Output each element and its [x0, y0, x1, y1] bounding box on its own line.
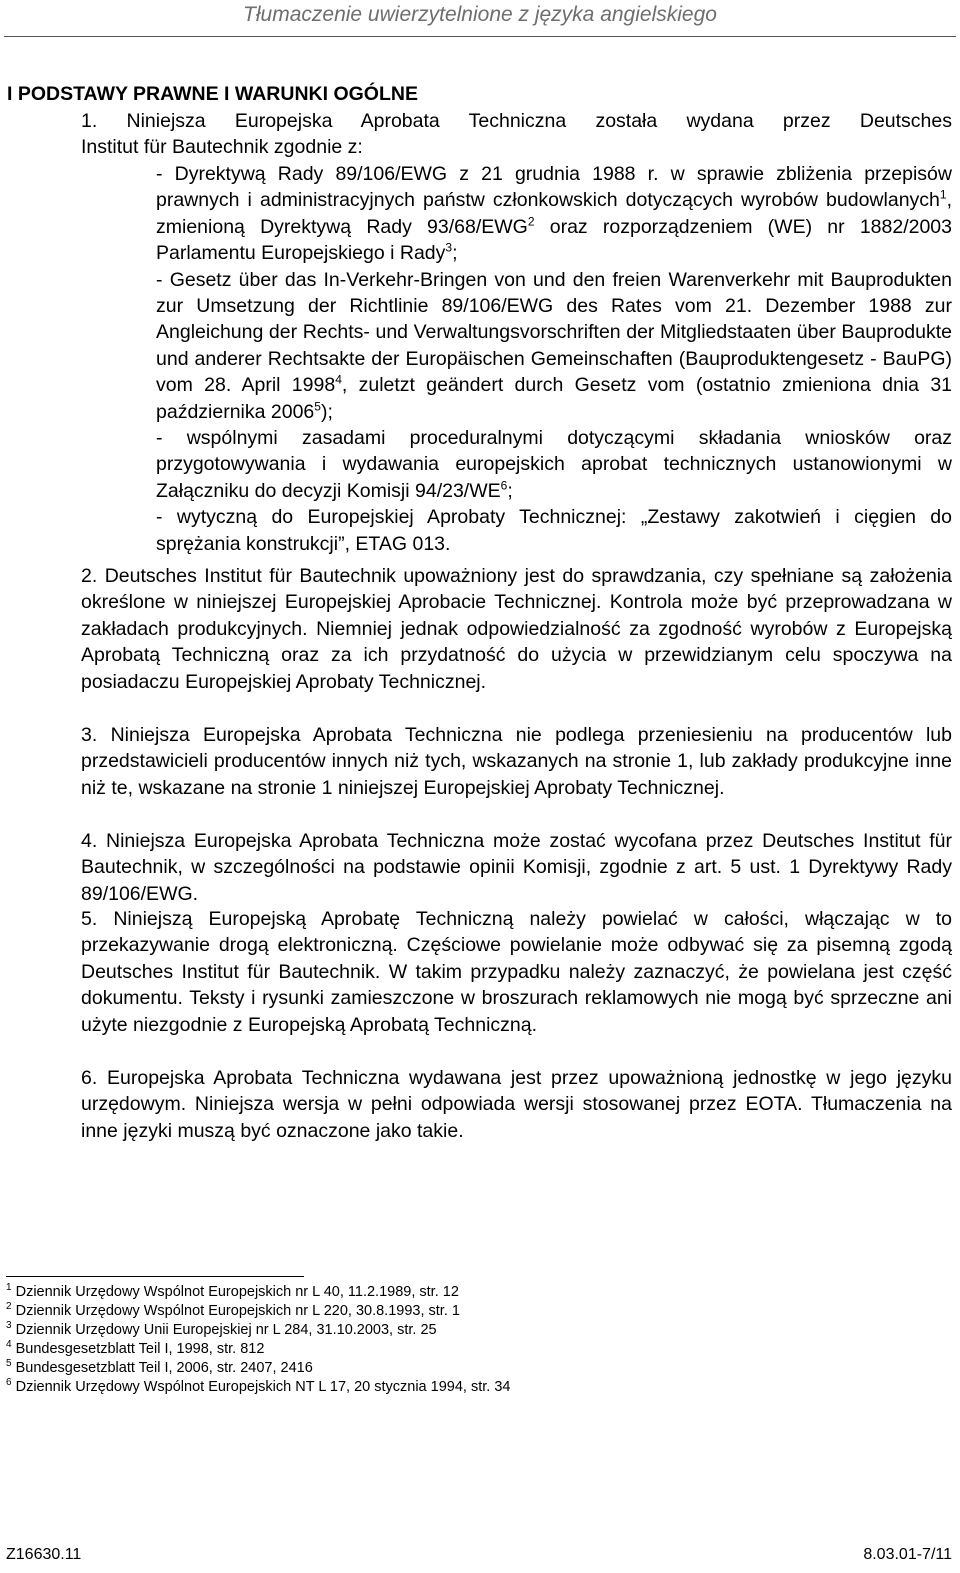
section-title: I PODSTAWY PRAWNE I WARUNKI OGÓLNE — [7, 83, 418, 105]
item-1-bullets — [156, 161, 952, 557]
footnote-6: $^6$ Dziennik Urzędowy Wspólnot Europejskich NT L 17, 20 stycznia 1994, str. 34 — [6, 1377, 511, 1395]
footnote-2: $^2$ Dziennik Urzędowy Wspólnot Europejskich nr L 220, 30.8.1993, str. 1 — [6, 1301, 460, 1319]
footnote-5: $^5$ Bundesgesetzblatt Teil I, 2006, str. 2407, 2416 — [6, 1358, 313, 1376]
bullet-procedural-rules: - wspólnymi zasadami proceduralnymi dotyczącymi składania wniosków oraz przygotowywania i wydawania europejskich aprobat technicznych ustanowionymi w Załączniku do decyzji Komisji $94/23/WE^6$; — [156, 427, 952, 502]
footnote-ref-1: 1 — [939, 187, 947, 202]
item-4-paragraph: 4. Niniejsza Europejska Aprobata Techniczna może zostać wycofana przez Deutsches Institut für Bautechnik, w szczególności na podstawie opinii Komisji, zgodnie z art. 5 ust. 1 Dyrektywy Rady 89/106/EWG. — [81, 830, 952, 905]
footnote-ref-4: 4 — [335, 372, 342, 387]
footnote-divider — [6, 1276, 304, 1277]
item-2-paragraph: 2. Deutsches Institut für Bautechnik upoważniony jest do sprawdzania, czy spełniane są założenia określone w niniejszej Europejskiej Aprobacie Technicznej. Kontrola może być przeprowadzana w zakładach produkcyjnych. Niemniej jednak odpowiedzialność za zgodność wyrobów z Europejską Aprobatą Techniczną oraz za ich przydatność do użycia w przewidzianym celu spoczywa na posiadaczu Europejskiej Aprobaty Technicznej. — [81, 565, 952, 693]
item-3-paragraph: 3. Niniejsza Europejska Aprobata Techniczna nie podlega przeniesieniu na producentów lub przedstawicieli producentów innych niż tych, wskazanych na stronie 1, lub zakłady produkcyjne inne niż te, wskazane na stronie 1 niniejszej Europejskiej Aprobaty Technicznej. — [81, 724, 952, 799]
item-1-intro-line-1: 1. Niniejsza Europejska Aprobata Techniczna została wydana przez Deutsches — [81, 110, 952, 132]
item-6-paragraph: 6. Europejska Aprobata Techniczna wydawana jest przez upoważnioną jednostkę w jego języku urzędowym. Niniejsza wersja w pełni odpowiada wersji stosowanej przez EOTA. Tłumaczenia na inne języki muszą być oznaczone jako takie. — [81, 1067, 952, 1142]
bullet-etag-guideline: - wytyczną do Europejskiej Aprobaty Technicznej: „Zestawy zakotwień i cięgien do sprężania konstrukcji”, ETAG 013. — [156, 506, 952, 555]
footnote-ref-6: 6 — [500, 478, 508, 493]
footnote-ref-2: 2 — [527, 214, 535, 229]
header-divider — [4, 36, 956, 37]
footnote-3: $^3$ Dziennik Urzędowy Unii Europejskiej nr L 284, 31.10.2003, str. 25 — [6, 1320, 437, 1338]
item-1-intro-line-2: Institut für Bautechnik zgodnie z: — [81, 136, 363, 159]
document-header-title: Tłumaczenie uwierzytelnione z języka angielskiego — [243, 3, 717, 26]
bullet-bauprodukten-gesetz: - Gesetz über das In-Verkehr-Bringen von und den freien Warenverkehr mit Bauprodukten zur Umsetzung der Richtlinie 89/106/EWG des Rates vom 21. Dezember 1988 zur Angleichung der Rechts- und Verwaltungsvorschriften der Mitgliedstaaten über Bauprodukte und anderer Rechtsakte der Europäischen Gemeinschaften (Bauproduktengesetz - BauPG) vom 28. April 1998$^4$, zuletzt geändert durch Gesetz vom (ostatnio zmieniona dnia 31 października 2006$^5$); — [156, 268, 953, 423]
bullet-directive-89-106: - Dyrektywą Rady 89/106/EWG z 21 grudnia 1988 r. w sprawie zbliżenia przepisów prawnych i administracyjnych państw członkowskich dotyczących wyrobów budowlanych$^1$, zmienioną Dyrektywą Rady 93/68/EWG$^2$ oraz rozporządzeniem (WE) nr 1882/2003 Parlamentu Europejskiego i Rady$^3$; — [156, 163, 952, 265]
footer-document-number: Z16630.11 — [6, 1546, 82, 1563]
footnote-ref-5: 5 — [314, 399, 321, 414]
footnote-1: $^1$ Dziennik Urzędowy Wspólnot Europejskich nr L 40, 11.2.1989, str. 12 — [6, 1282, 459, 1300]
footnote-ref-3: 3 — [445, 240, 453, 255]
item-5-paragraph: 5. Niniejszą Europejską Aprobatę Techniczną należy powielać w całości, włączając w to przekazywanie drogą elektroniczną. Częściowe powielanie może odbywać się za pisemną zgodą Deutsches Institut für Bautechnik. W takim przypadku należy zaznaczyć, że powielana jest część dokumentu. Teksty i rysunki zamieszczone w broszurach reklamowych nie mogą być sprzeczne ani użyte niezgodnie z Europejską Aprobatą Techniczną. — [81, 908, 952, 1036]
footer-page-reference: 8.03.01-7/11 — [863, 1546, 952, 1563]
item-1-intro — [81, 108, 952, 161]
footnote-4: $^4$ Bundesgesetzblatt Teil I, 1998, str. 812 — [6, 1339, 265, 1357]
